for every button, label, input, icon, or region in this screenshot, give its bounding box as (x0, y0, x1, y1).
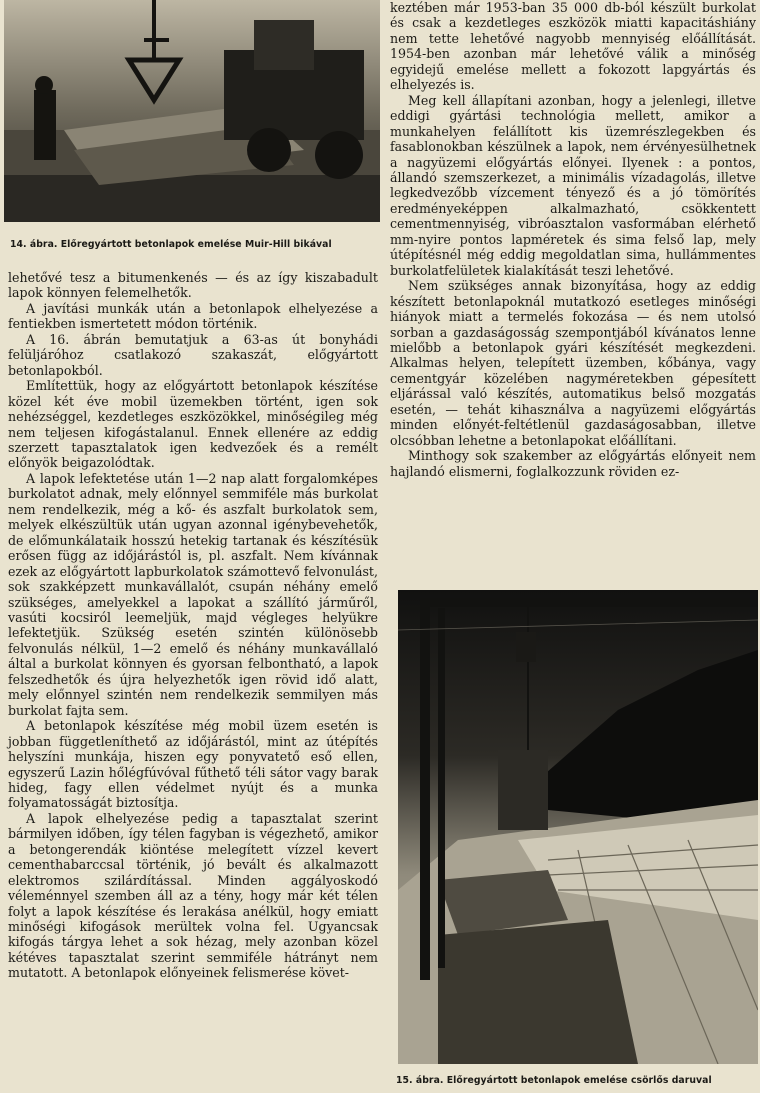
figure-14-caption: 14. ábra. Előregyártott betonlapok emelése Muir-Hill bikával (10, 239, 332, 250)
paragraph: A 16. ábrán bemutatjuk a 63-as út bonyhádi felüljáróhoz csatlakozó szakaszát, előgyártott betonlapokból. (8, 331, 378, 378)
paragraph: lehetővé tesz a bitumenkenés — és az így kiszabadult lapok könnyen felemelhetők. (8, 270, 378, 301)
figure-15-caption: 15. ábra. Előregyártott betonlapok emelése csörlős daruval (396, 1075, 712, 1086)
text-column-left (8, 270, 378, 981)
text-column-right (390, 0, 756, 479)
paragraph: keztében már 1953-ban 35 000 db-ból készült burkolat és csak a kezdetleges eszközök miatti kapacitáshiány nem tette lehetővé nagyobb mennyiség előállítását. 1954-ben azonban már lehetővé válik a minőség egyidejű emelése mellett a fokozott lapgyártás és elhelyezés is. (390, 0, 756, 93)
paragraph: Minthogy sok szakember az előgyártás előnyeit nem hajlandó elismerni, foglalkozzunk röviden ez- (390, 448, 756, 479)
paragraph: Meg kell állapítani azonban, hogy a jelenlegi, illetve eddigi gyártási technológia mellett, amikor a munkahelyen felállított kis üzemrészlegekben és fasablonokban készülnek a lapok, nem érvényesülhetnek a nagyüzemi előgyártás előnyei. Ilyenek : a pontos, állandó szemszerkezet, a minimális vízadagolás, illetve legkedvezőbb vízcement tényező és a jó tömörítés eredményeképpen alkalmazható, csökkentett cementmennyiség, vibróasztalon vasformában elérhető mm-nyire pontos lapméretek és sima felső lap, mely útépítésnél még eddig megoldatlan sima, hullámmentes burkolatfelületek kialakítását teszi lehetővé. (390, 92, 756, 278)
paragraph: A lapok elhelyezése pedig a tapasztalat szerint bármilyen időben, így télen fagyban is végezhető, amikor a betongerendák kiöntése melegített vízzel kevert cementhabarccsal történik, jó bevált és alkalmazott elektromos szilárdítással. Minden aggályoskodó véleménnyel szemben áll az a tény, hogy már két télen folyt a lapok készítése és lerakása anélkül, hogy emiatt minőségi kifogások merültek volna fel. Ugyancsak kifogás tárgya lehet a sok hézag, mely azonban közel kétéves tapasztalat szerint semmiféle hátrányt nem mutatott. A betonlapok előnyeinek felismerése követ- (8, 810, 378, 981)
figure-14-photo (4, 0, 380, 222)
paragraph: A betonlapok készítése még mobil üzem esetén is jobban függetleníthető az időjárástól, mint az útépítés helyszíni munkája, hiszen egy ponyvatető eső ellen, egyszerű Lazin hőlégfúvóval fűthető téli sátor vagy barak hideg, fagy ellen védelmet nyújt és a munka folyamatosságát biztosítja. (8, 718, 378, 811)
figure-15-photo (398, 590, 758, 1064)
paragraph: Említettük, hogy az előgyártott betonlapok készítése közel két éve mobil üzemekben történt, igen sok nehézséggel, kezdetleges eszközökkel, minőségileg még nem teljesen kifogástalanul. Ennek ellenére az eddig szerzett tapasztalatok igen kedvezőek és a remélt előnyök beigazolódtak. (8, 378, 378, 471)
paragraph: A lapok lefektetése után 1—2 nap alatt forgalomképes burkolatot adnak, mely előnnyel semmiféle más burkolat nem rendelkezik, még a kő- és aszfalt burkolatok sem, melyek elkészültük után ugyan azonnal igénybevehetők, de előmunkálataik hosszú hetekig tartanak és készítésük erősen függ az időjárástól is, pl. aszfalt. Nem kívánnak ezek az előgyártott lapburkolatok számottevő felvonulást, sok szakképzett munkavállalót, csupán néhány emelő szükséges, amelyekkel a lapokat a szállító járműről, vasúti kocsiról leemeljük, majd végleges helyükre lefektetjük. Szükség esetén szintén különösebb felvonulás nélkül, 1—2 emelő és néhány munkavállaló által a burkolat könnyen és gyorsan felbontható, a lapok felszedhetők és újra helyezhetők igen rövid idő alatt, mely előnnyel szintén nem rendelkezik semmilyen más burkolat fajta sem. (8, 470, 378, 718)
paragraph: Nem szükséges annak bizonyítása, hogy az eddig készített betonlapoknál mutatkozó esetleges minőségi hiányok miatt a termelés fokozása — és nem utolsó sorban a gazdaságosság szempontjából kívánatos lenne mielőbb a betonlapok gyári készítését megkezdeni. Alkalmas helyen, telepített üzemben, kőbánya, vagy cementgyár közelében nagyméretekben gépesített eljárással való készítés, automatikus belső mozgatás esetén, — tehát kihasználva a nagyüzemi előgyártás minden előnyét-feltétlenül gazdaságosabban, illetve olcsóbban lehetne a betonlapokat előállítani. (390, 278, 756, 448)
paragraph: A javítási munkák után a betonlapok elhelyezése a fentiekben ismertetett módon történik. (8, 300, 378, 332)
